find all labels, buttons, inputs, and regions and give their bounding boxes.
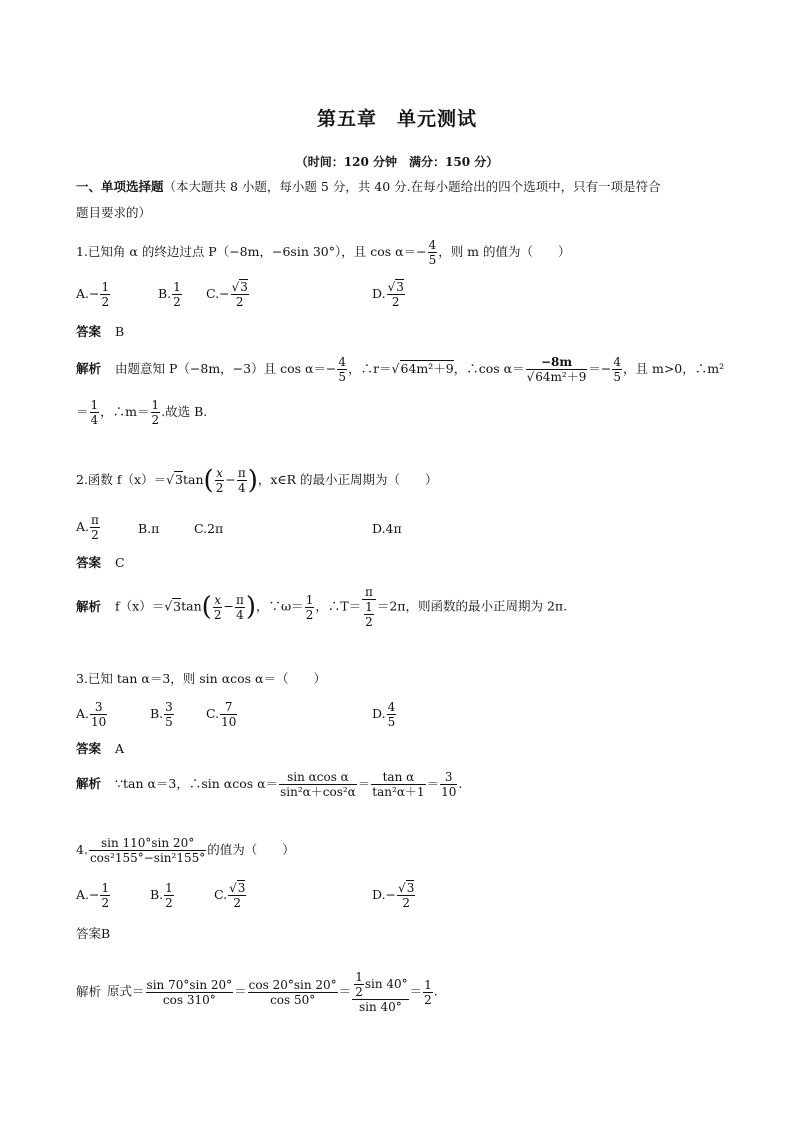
q2-opt-a-den: 2 [91,528,99,542]
q2-answer-value: C [115,555,125,570]
q1-stem-text-b: ，则 m 的值为（ ） [438,244,571,259]
q4-ana-frac3-half-den: 2 [355,985,363,999]
q4-opt-a-frac [100,881,110,910]
q3-ana-frac3 [440,770,457,799]
q1-opt-d-radicand: 3 [396,280,404,294]
q1-frac-den: 5 [428,253,437,267]
q2-stem: 2.函数 f（x）＝√3tan( $\frac{x}{2}$ − $\frac{\pi}{4}$ )，x∈R 的最小正周期为（ ） [76,465,438,496]
q4-opt-b-label: B. [150,887,164,902]
q4-opt-a-den: 2 [101,896,110,910]
q1-opt-a-den: 2 [101,295,110,309]
q3-opt-b-label: B. [150,706,164,721]
q2-ana-frac2-num: π [235,592,244,607]
section-instructions-line1: （本大题共 8 小题，每小题 5 分，共 40 分.在每小题给出的四个选项中，只有一项是符合 [163,179,661,194]
q2-ana-omega-den: 2 [305,607,314,622]
q2-analysis: 解析 f（x）＝√3tan( $\frac{x}{2}$ − $\frac{\pi}{4}$ )，∵ω＝ $\frac{1}{2}$ ，∴T＝ $\frac{\pi}{\frac{1}{2}}$ ＝2π，则函数的最小正周期为 2π. [76,585,568,629]
q3-answer [76,740,124,758]
q1-ana-text-a: 由题意知 P（−8m，−3）且 cos α＝− [115,361,337,376]
q1-opt-a-label: A.− [76,286,100,301]
q2-analysis-label: 解析 [76,598,102,614]
q3-opt-a-frac [90,700,107,729]
q2-ana-text-b: ，∵ω＝ [255,598,304,614]
q1-ana-frac2-den: √64m²＋9 [526,370,587,384]
q3-opt-a-label: A. [76,706,90,721]
q1-analysis-line2 [76,398,207,427]
q2-frac2-den: 4 [237,481,246,495]
q2-ana-period-inner-num: 1 [365,600,373,614]
q1-ana2-frac2-den: 2 [151,413,160,427]
q1-ana-frac2 [526,355,588,384]
q2-opt-a-num: π [91,513,99,527]
q1-ana-text-e: ，且 m>0，∴m² [623,361,725,376]
q3-ana-text-a: ∵tan α＝3，∴sin αcos α＝ [115,776,279,791]
q2-option-d: D.4π [372,521,402,536]
q4-opt-c-num: √3 [229,881,246,895]
q1-opt-c-num: √3 [231,280,248,294]
q2-frac1-num: x [216,466,223,480]
q2-tan: tan [183,472,204,487]
q2-option-b: B.π [138,521,160,536]
q1-opt-c-den: 2 [235,295,244,309]
q2-stem-text-a: 2.函数 f（x）＝ [76,472,167,487]
q1-fraction [428,238,438,267]
q4-ana-text-b: ＝ [234,983,247,999]
q3-ana-frac2-den: tan²α＋1 [372,785,425,799]
q2-ana-frac1 [213,593,223,622]
q3-opt-c-frac [220,700,237,729]
q1-option-a [76,280,111,309]
q3-option-c [206,700,238,729]
q4-ana-frac3-num [352,970,408,1000]
q4-opt-c-den: 2 [233,896,242,910]
q1-ana2-frac2-num: 1 [151,398,160,412]
q4-ana-frac2-num: cos 20°sin 20° [248,977,337,992]
q3-ana-frac1-num: sin αcos α [279,770,357,785]
q1-ana2-text-b: ，∴m＝ [100,404,150,419]
q4-opt-c-frac [228,881,246,910]
q2-answer [76,554,125,572]
q1-stem [76,238,571,267]
q1-opt-c-label: C.− [206,286,230,301]
q3-opt-a-num: 3 [90,700,107,715]
q4-ana-frac3-half-num: 1 [355,970,363,984]
q1-ana2-frac2 [151,398,161,427]
q3-ana-text-c: ＝ [426,776,440,791]
q4-ana-frac4 [423,978,433,1007]
q2-frac2 [237,466,247,495]
q2-ana-period-num: π [362,585,376,600]
q1-opt-d-den: 2 [391,295,400,309]
q2-ana-text-a: f（x）＝ [115,598,165,614]
q2-ana-frac1-den: 2 [213,607,222,622]
q3-ana-text-b: ＝ [357,776,371,791]
q3-opt-c-label: C. [206,706,220,721]
q1-opt-a-frac [100,280,110,309]
q4-option-c [214,881,247,910]
q3-answer-value: A [115,741,125,756]
q4-opt-c-label: C. [214,887,228,902]
q1-opt-b-frac [172,280,182,309]
q3-ana-frac1 [279,770,357,799]
section-instructions-line2: 题目要求的） [76,205,152,220]
q3-ana-frac1-den: sin²α＋cos²α [280,785,356,799]
q3-answer-label: 答案 [76,741,102,756]
q4-option-a [76,881,111,910]
q4-opt-b-den: 2 [165,896,173,910]
q4-stem-number: 4. [76,842,88,857]
q1-ana-sqrt: 64m²＋9 [400,361,454,376]
q1-opt-d-frac [387,280,405,309]
q4-ana-frac3 [352,970,408,1014]
q1-opt-d-label: D. [372,286,386,301]
section-instructions [76,178,661,196]
q3-opt-d-frac [387,700,397,729]
q3-ana-frac3-num: 3 [440,770,457,785]
q1-option-d [372,280,406,309]
q1-ana2-frac1-num: 1 [90,398,99,412]
q4-ana-frac1 [146,978,234,1007]
q3-ana-frac3-den: 10 [441,785,457,799]
q4-ana-frac3-half [354,970,364,999]
q1-stem-text-a: 1.已知角 α 的终边过点 P（−8m，−6sin 30°），且 cos α＝− [76,244,427,259]
q3-ana-text-d: . [458,776,463,791]
q1-ana-frac3-den: 5 [613,370,621,384]
q1-answer [76,323,124,341]
q1-ana-frac1-den: 5 [338,370,347,384]
q1-ana-text-b: ，∴r＝ [348,361,392,376]
q1-frac-num: 4 [428,238,437,252]
q4-stem-text: 的值为（ ） [207,842,295,857]
q2-ana-omega-num: 1 [305,592,314,607]
q2-minus: − [225,472,236,487]
q3-ana-frac2-num: tan α [371,770,425,785]
q4-opt-c-radicand: 3 [237,881,246,895]
q4-ana-text-d: ＝ [409,983,423,999]
q2-frac1-den: 2 [215,481,224,495]
q2-ana-frac2-den: 4 [236,607,244,622]
q2-answer-label: 答案 [76,555,102,570]
q1-ana-frac3 [612,355,622,384]
q2-opt-a-label: A. [76,519,90,534]
q1-opt-c-frac [231,280,249,309]
q2-ana-omega-frac [305,593,315,622]
q1-opt-a-num: 1 [101,280,110,294]
q2-ana-minus: − [223,598,234,614]
q1-answer-label: 答案 [76,324,102,339]
q3-option-d [372,700,397,729]
q1-ana-frac1 [337,355,347,384]
q2-ana-text-d: ＝2π，则函数的最小正周期为 2π. [376,598,568,614]
q3-option-b [150,700,175,729]
q4-stem [76,836,295,865]
q1-ana2-text-a: ＝ [76,404,89,419]
q1-ana-text-d: ＝− [588,361,612,376]
q2-ana-frac2 [235,593,245,622]
q4-option-b [150,881,175,910]
q4-analysis-label: 解析 [76,983,102,999]
section-heading: 一、单项选择题 [76,179,164,194]
q4-opt-b-num: 1 [165,881,173,895]
q1-analysis-line1: 解析 由题意知 P（−8m，−3）且 cos α＝− $\frac{4}{5}$ ，∴r＝√64m²＋9，∴cos α＝ $\frac{-8m}{\text{√64m²＋9}}$ ＝− $\frac{4}{5}$ ，且 m>0，∴m² [76,355,725,384]
q2-ana-root: 3 [173,598,182,614]
q3-opt-c-den: 10 [221,715,237,729]
exam-meta: （时间：120 分钟 满分：150 分） [295,155,499,169]
q4-opt-d-den: 2 [402,896,410,910]
page-title: 第五章 单元测试 [316,108,477,130]
q3-opt-d-den: 5 [387,715,396,729]
q2-frac2-num: π [237,466,246,480]
q4-opt-a-label: A.− [76,887,100,902]
q4-analysis [76,970,438,1014]
q2-ana-period-frac [362,585,376,629]
q1-answer-value: B [115,324,125,339]
q4-ana-frac2 [248,978,338,1007]
q4-ana-text-e: . [433,983,438,999]
q2-root: 3 [175,472,183,487]
q4-ana-frac4-den: 2 [424,992,432,1007]
q2-ana-period-inner-den: 2 [365,615,373,629]
q4-opt-d-radicand: 3 [406,881,415,895]
q4-ana-text-a: 原式＝ [107,983,145,999]
q4-ana-frac2-den: cos 50° [270,992,316,1007]
q4-ana-frac1-den: cos 310° [162,992,216,1007]
q1-option-b [158,280,183,309]
q3-opt-c-num: 7 [220,700,237,715]
q4-ana-frac4-num: 1 [424,977,432,992]
q1-opt-b-label: B. [158,286,172,301]
q3-opt-b-num: 3 [165,700,173,714]
q1-ana-frac2-num: −8m [526,355,588,370]
q4-option-d [372,881,416,910]
q4-opt-d-num: √3 [398,881,415,895]
q3-analysis-label: 解析 [76,776,102,791]
q4-opt-d-label: D.− [372,887,397,902]
q1-ana2-frac1 [90,398,100,427]
q1-ana2-text-c: .故选 B. [161,404,208,419]
q4-answer: 答案B [76,926,111,941]
q3-opt-d-num: 4 [387,700,396,714]
q4-stem-frac [89,836,206,865]
q2-opt-a-frac [90,513,100,542]
q4-ana-frac1-num: sin 70°sin 20° [146,977,233,992]
q4-ana-frac3-num-rest: sin 40° [364,977,408,991]
q4-opt-b-frac [164,881,174,910]
q1-ana2-frac1-den: 4 [90,413,99,427]
q2-ana-text-c: ，∴T＝ [315,598,362,614]
q3-ana-frac2 [371,770,425,799]
q4-ana-text-c: ＝ [338,983,352,999]
q2-ana-period-inner-frac [364,600,374,629]
q1-ana-frac3-num: 4 [613,355,621,369]
q4-stem-frac-num: sin 110°sin 20° [89,836,206,851]
q3-opt-a-den: 10 [91,715,107,729]
q1-opt-b-num: 1 [173,280,181,294]
q3-analysis [76,770,462,799]
q2-ana-tan: tan [181,598,202,614]
q4-stem-frac-den: cos²155°−sin²155° [89,851,206,865]
q3-option-a [76,700,108,729]
q1-opt-b-den: 2 [173,295,181,309]
q1-opt-c-radicand: 3 [240,280,248,294]
q4-ana-frac3-den: sin 40° [359,1000,402,1014]
q3-stem: 3.已知 tan α＝3，则 sin αcos α＝（ ） [76,671,327,686]
q1-ana-text-c: ，∴cos α＝ [453,361,525,376]
q1-analysis-label: 解析 [76,361,102,376]
q3-opt-b-den: 5 [165,715,173,729]
q4-opt-a-num: 1 [101,881,110,895]
q2-ana-period-den [362,600,376,629]
q1-opt-d-num: √3 [387,280,404,294]
q4-opt-d-frac [397,881,415,910]
q2-option-c: C.2π [194,521,224,536]
q1-ana-frac2-radicand: 64m²＋9 [535,370,587,384]
q3-opt-b-frac [164,700,174,729]
q3-opt-d-label: D. [372,706,386,721]
q2-frac1 [215,466,225,495]
q2-stem-text-b: ，x∈R 的最小正周期为（ ） [257,472,438,487]
q1-option-c [206,280,250,309]
q2-ana-frac1-num: x [214,592,222,607]
q1-ana-frac1-num: 4 [338,355,347,369]
q2-option-a [76,513,101,542]
